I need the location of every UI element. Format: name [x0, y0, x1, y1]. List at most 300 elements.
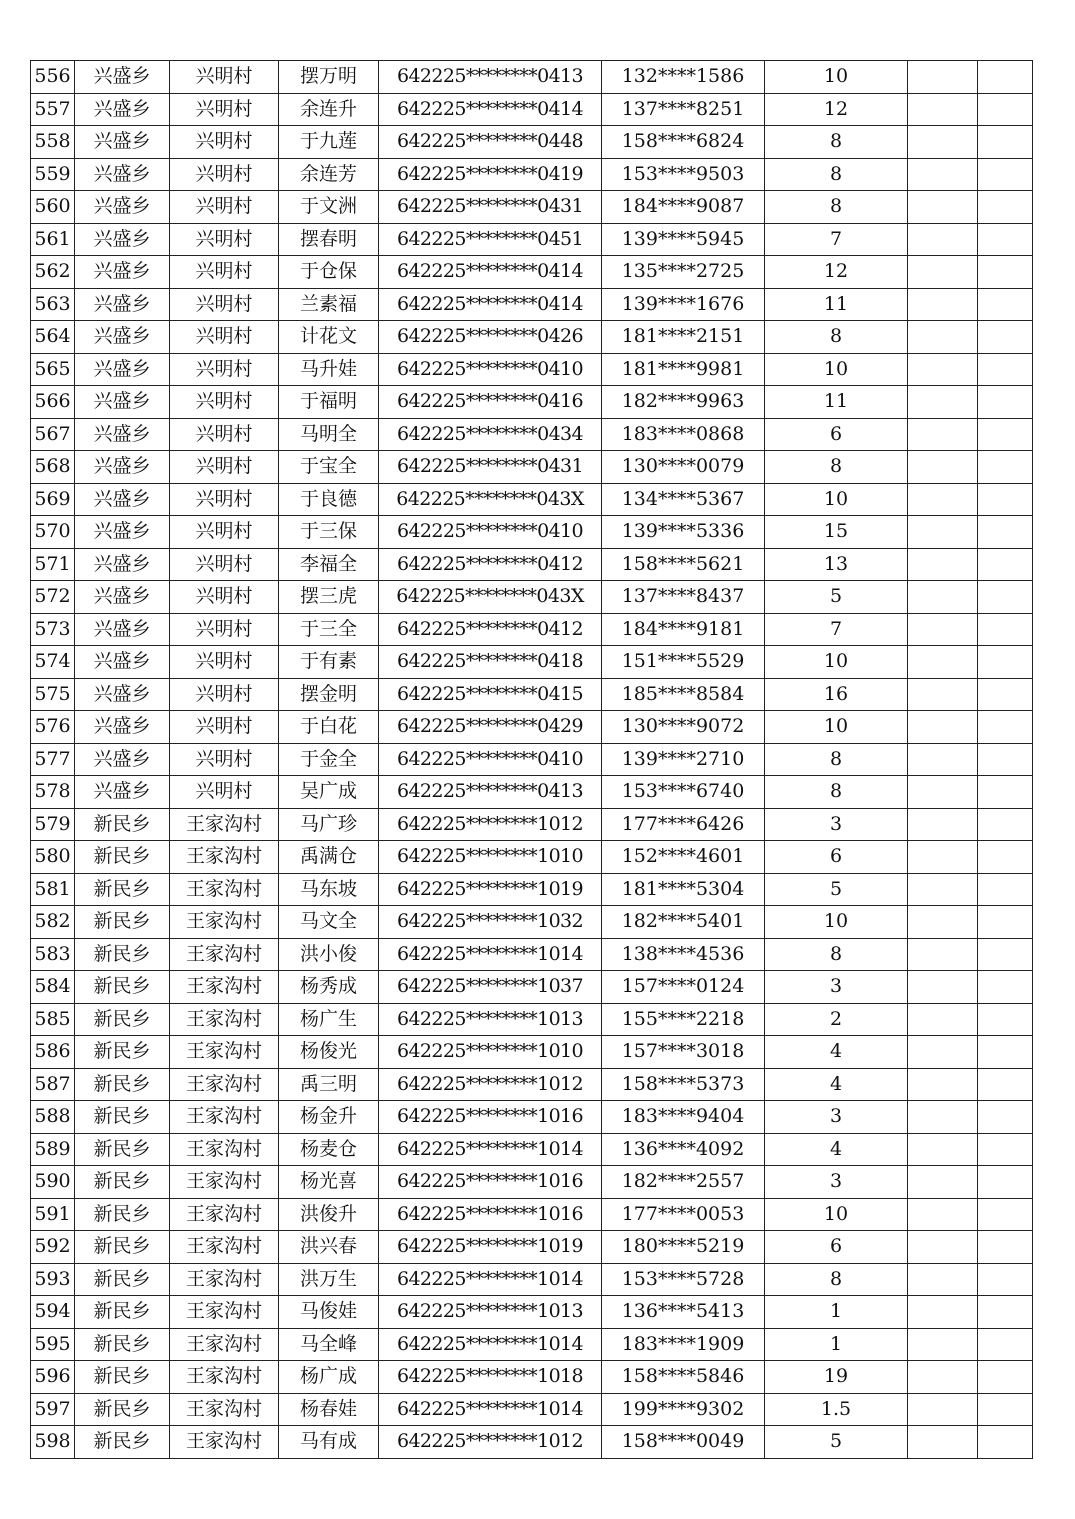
person-name-cell: 杨春娃 — [279, 1393, 379, 1426]
id-card-number-cell: 642225********1016 — [379, 1198, 602, 1231]
phone-number-cell: 139****5336 — [602, 516, 765, 549]
phone-number-cell: 177****0053 — [602, 1198, 765, 1231]
amount-cell: 12 — [765, 256, 908, 289]
person-name-cell: 摆万明 — [279, 61, 379, 94]
row-number-cell: 589 — [31, 1133, 75, 1166]
amount-cell: 1 — [765, 1296, 908, 1329]
id-card-number-cell: 642225********043X — [379, 483, 602, 516]
blank-col-2-cell — [978, 451, 1033, 484]
blank-col-2-cell — [978, 938, 1033, 971]
village-cell: 兴明村 — [170, 776, 279, 809]
blank-col-1-cell — [908, 93, 978, 126]
blank-col-1-cell — [908, 516, 978, 549]
table-row — [31, 971, 1033, 1004]
id-card-number-cell: 642225********1016 — [379, 1166, 602, 1199]
id-card-number-cell: 642225********0418 — [379, 646, 602, 679]
blank-col-1-cell — [908, 483, 978, 516]
amount-cell: 8 — [765, 126, 908, 159]
blank-col-2-cell — [978, 646, 1033, 679]
phone-number-cell: 137****8251 — [602, 93, 765, 126]
table-row — [31, 353, 1033, 386]
blank-col-1-cell — [908, 1263, 978, 1296]
row-number-cell: 588 — [31, 1101, 75, 1134]
table-row — [31, 938, 1033, 971]
blank-col-2-cell — [978, 1426, 1033, 1459]
blank-col-1-cell — [908, 1231, 978, 1264]
person-name-cell: 于良德 — [279, 483, 379, 516]
id-card-number-cell: 642225********1032 — [379, 906, 602, 939]
blank-col-1-cell — [908, 1328, 978, 1361]
table-row — [31, 126, 1033, 159]
amount-cell: 10 — [765, 646, 908, 679]
blank-col-2-cell — [978, 1036, 1033, 1069]
person-name-cell: 李福全 — [279, 548, 379, 581]
table-row — [31, 776, 1033, 809]
amount-cell: 3 — [765, 1101, 908, 1134]
blank-col-2-cell — [978, 711, 1033, 744]
person-name-cell: 于三保 — [279, 516, 379, 549]
row-number-cell: 593 — [31, 1263, 75, 1296]
village-cell: 王家沟村 — [170, 1296, 279, 1329]
phone-number-cell: 158****5373 — [602, 1068, 765, 1101]
village-cell: 王家沟村 — [170, 906, 279, 939]
blank-col-2-cell — [978, 776, 1033, 809]
amount-cell: 7 — [765, 223, 908, 256]
township-cell: 兴盛乡 — [75, 126, 170, 159]
phone-number-cell: 185****8584 — [602, 678, 765, 711]
id-card-number-cell: 642225********1014 — [379, 1328, 602, 1361]
table-row — [31, 386, 1033, 419]
amount-cell: 10 — [765, 353, 908, 386]
township-cell: 新民乡 — [75, 1101, 170, 1134]
amount-cell: 3 — [765, 1166, 908, 1199]
table-row — [31, 1068, 1033, 1101]
phone-number-cell: 134****5367 — [602, 483, 765, 516]
phone-number-cell: 158****5846 — [602, 1361, 765, 1394]
blank-col-1-cell — [908, 451, 978, 484]
amount-cell: 8 — [765, 1263, 908, 1296]
person-name-cell: 于金全 — [279, 743, 379, 776]
blank-col-2-cell — [978, 1328, 1033, 1361]
person-name-cell: 吴广成 — [279, 776, 379, 809]
blank-col-2-cell — [978, 841, 1033, 874]
blank-col-2-cell — [978, 906, 1033, 939]
id-card-number-cell: 642225********0426 — [379, 321, 602, 354]
blank-col-1-cell — [908, 418, 978, 451]
row-number-cell: 581 — [31, 873, 75, 906]
blank-col-1-cell — [908, 1393, 978, 1426]
row-number-cell: 565 — [31, 353, 75, 386]
row-number-cell: 580 — [31, 841, 75, 874]
blank-col-2-cell — [978, 1231, 1033, 1264]
table-row — [31, 906, 1033, 939]
village-cell: 王家沟村 — [170, 1036, 279, 1069]
blank-col-1-cell — [908, 158, 978, 191]
id-card-number-cell: 642225********0410 — [379, 516, 602, 549]
table-row — [31, 1361, 1033, 1394]
amount-cell: 10 — [765, 906, 908, 939]
blank-col-1-cell — [908, 223, 978, 256]
id-card-number-cell: 642225********0414 — [379, 256, 602, 289]
id-card-number-cell: 642225********1014 — [379, 1263, 602, 1296]
table-row — [31, 711, 1033, 744]
person-name-cell: 余连芳 — [279, 158, 379, 191]
person-name-cell: 摆三虎 — [279, 581, 379, 614]
township-cell: 兴盛乡 — [75, 451, 170, 484]
blank-col-1-cell — [908, 1166, 978, 1199]
amount-cell: 4 — [765, 1133, 908, 1166]
row-number-cell: 574 — [31, 646, 75, 679]
id-card-number-cell: 642225********1013 — [379, 1296, 602, 1329]
table-row — [31, 451, 1033, 484]
row-number-cell: 578 — [31, 776, 75, 809]
village-cell: 王家沟村 — [170, 1133, 279, 1166]
phone-number-cell: 151****5529 — [602, 646, 765, 679]
phone-number-cell: 181****5304 — [602, 873, 765, 906]
township-cell: 兴盛乡 — [75, 613, 170, 646]
id-card-number-cell: 642225********0431 — [379, 191, 602, 224]
blank-col-2-cell — [978, 158, 1033, 191]
person-name-cell: 马文全 — [279, 906, 379, 939]
blank-col-2-cell — [978, 808, 1033, 841]
id-card-number-cell: 642225********0414 — [379, 288, 602, 321]
township-cell: 新民乡 — [75, 971, 170, 1004]
village-cell: 兴明村 — [170, 516, 279, 549]
amount-cell: 3 — [765, 971, 908, 1004]
table-row — [31, 61, 1033, 94]
person-name-cell: 于文洲 — [279, 191, 379, 224]
village-cell: 王家沟村 — [170, 873, 279, 906]
id-card-number-cell: 642225********1018 — [379, 1361, 602, 1394]
id-card-number-cell: 642225********1010 — [379, 1036, 602, 1069]
phone-number-cell: 183****0868 — [602, 418, 765, 451]
phone-number-cell: 137****8437 — [602, 581, 765, 614]
blank-col-2-cell — [978, 93, 1033, 126]
village-cell: 王家沟村 — [170, 1263, 279, 1296]
amount-cell: 10 — [765, 711, 908, 744]
blank-col-1-cell — [908, 256, 978, 289]
table-body — [31, 61, 1033, 1459]
person-name-cell: 于三全 — [279, 613, 379, 646]
row-number-cell: 566 — [31, 386, 75, 419]
village-cell: 王家沟村 — [170, 1198, 279, 1231]
township-cell: 新民乡 — [75, 1426, 170, 1459]
row-number-cell: 560 — [31, 191, 75, 224]
id-card-number-cell: 642225********0448 — [379, 126, 602, 159]
phone-number-cell: 182****2557 — [602, 1166, 765, 1199]
township-cell: 新民乡 — [75, 1003, 170, 1036]
village-cell: 王家沟村 — [170, 841, 279, 874]
blank-col-2-cell — [978, 1296, 1033, 1329]
phone-number-cell: 153****9503 — [602, 158, 765, 191]
person-name-cell: 杨俊光 — [279, 1036, 379, 1069]
blank-col-2-cell — [978, 1393, 1033, 1426]
township-cell: 兴盛乡 — [75, 776, 170, 809]
amount-cell: 7 — [765, 613, 908, 646]
person-name-cell: 摆金明 — [279, 678, 379, 711]
amount-cell: 6 — [765, 418, 908, 451]
table-row — [31, 256, 1033, 289]
table-row — [31, 1231, 1033, 1264]
person-name-cell: 杨广生 — [279, 1003, 379, 1036]
village-cell: 兴明村 — [170, 386, 279, 419]
village-cell: 王家沟村 — [170, 971, 279, 1004]
blank-col-2-cell — [978, 1133, 1033, 1166]
row-number-cell: 571 — [31, 548, 75, 581]
phone-number-cell: 135****2725 — [602, 256, 765, 289]
id-card-number-cell: 642225********0414 — [379, 93, 602, 126]
township-cell: 兴盛乡 — [75, 678, 170, 711]
blank-col-1-cell — [908, 386, 978, 419]
row-number-cell: 591 — [31, 1198, 75, 1231]
blank-col-2-cell — [978, 126, 1033, 159]
phone-number-cell: 130****9072 — [602, 711, 765, 744]
blank-col-1-cell — [908, 678, 978, 711]
table-row — [31, 483, 1033, 516]
blank-col-2-cell — [978, 873, 1033, 906]
blank-col-1-cell — [908, 1296, 978, 1329]
table-row — [31, 1003, 1033, 1036]
phone-number-cell: 177****6426 — [602, 808, 765, 841]
village-cell: 兴明村 — [170, 483, 279, 516]
id-card-number-cell: 642225********1013 — [379, 1003, 602, 1036]
township-cell: 新民乡 — [75, 1166, 170, 1199]
township-cell: 新民乡 — [75, 1328, 170, 1361]
blank-col-2-cell — [978, 191, 1033, 224]
person-name-cell: 于宝全 — [279, 451, 379, 484]
amount-cell: 1.5 — [765, 1393, 908, 1426]
phone-number-cell: 139****2710 — [602, 743, 765, 776]
row-number-cell: 568 — [31, 451, 75, 484]
person-name-cell: 洪小俊 — [279, 938, 379, 971]
village-cell: 兴明村 — [170, 126, 279, 159]
township-cell: 兴盛乡 — [75, 418, 170, 451]
blank-col-1-cell — [908, 1101, 978, 1134]
township-cell: 兴盛乡 — [75, 93, 170, 126]
table-row — [31, 1296, 1033, 1329]
township-cell: 兴盛乡 — [75, 743, 170, 776]
village-cell: 兴明村 — [170, 93, 279, 126]
blank-col-1-cell — [908, 1068, 978, 1101]
village-cell: 王家沟村 — [170, 808, 279, 841]
amount-cell: 5 — [765, 873, 908, 906]
village-cell: 兴明村 — [170, 191, 279, 224]
township-cell: 新民乡 — [75, 873, 170, 906]
row-number-cell: 559 — [31, 158, 75, 191]
row-number-cell: 577 — [31, 743, 75, 776]
table-row — [31, 1198, 1033, 1231]
blank-col-1-cell — [908, 321, 978, 354]
person-name-cell: 于白花 — [279, 711, 379, 744]
row-number-cell: 563 — [31, 288, 75, 321]
id-card-number-cell: 642225********1014 — [379, 1393, 602, 1426]
person-name-cell: 马有成 — [279, 1426, 379, 1459]
table-row — [31, 1166, 1033, 1199]
blank-col-1-cell — [908, 1426, 978, 1459]
id-card-number-cell: 642225********0412 — [379, 613, 602, 646]
table-row — [31, 646, 1033, 679]
person-name-cell: 马广珍 — [279, 808, 379, 841]
township-cell: 兴盛乡 — [75, 61, 170, 94]
blank-col-2-cell — [978, 971, 1033, 1004]
blank-col-2-cell — [978, 1263, 1033, 1296]
township-cell: 新民乡 — [75, 1133, 170, 1166]
phone-number-cell: 184****9087 — [602, 191, 765, 224]
blank-col-1-cell — [908, 1036, 978, 1069]
phone-number-cell: 139****1676 — [602, 288, 765, 321]
amount-cell: 10 — [765, 61, 908, 94]
row-number-cell: 594 — [31, 1296, 75, 1329]
blank-col-1-cell — [908, 841, 978, 874]
amount-cell: 8 — [765, 158, 908, 191]
id-card-number-cell: 642225********1012 — [379, 1068, 602, 1101]
village-cell: 王家沟村 — [170, 1101, 279, 1134]
amount-cell: 4 — [765, 1068, 908, 1101]
person-name-cell: 于仓保 — [279, 256, 379, 289]
table-row — [31, 288, 1033, 321]
row-number-cell: 567 — [31, 418, 75, 451]
township-cell: 兴盛乡 — [75, 223, 170, 256]
row-number-cell: 597 — [31, 1393, 75, 1426]
id-card-number-cell: 642225********0429 — [379, 711, 602, 744]
blank-col-2-cell — [978, 223, 1033, 256]
person-name-cell: 于九莲 — [279, 126, 379, 159]
id-card-number-cell: 642225********0412 — [379, 548, 602, 581]
amount-cell: 8 — [765, 743, 908, 776]
blank-col-1-cell — [908, 776, 978, 809]
amount-cell: 8 — [765, 191, 908, 224]
village-cell: 兴明村 — [170, 321, 279, 354]
village-cell: 王家沟村 — [170, 1393, 279, 1426]
id-card-number-cell: 642225********0410 — [379, 353, 602, 386]
phone-number-cell: 158****5621 — [602, 548, 765, 581]
village-cell: 兴明村 — [170, 158, 279, 191]
blank-col-2-cell — [978, 353, 1033, 386]
blank-col-1-cell — [908, 548, 978, 581]
amount-cell: 6 — [765, 1231, 908, 1264]
phone-number-cell: 181****9981 — [602, 353, 765, 386]
table-row — [31, 743, 1033, 776]
id-card-number-cell: 642225********1016 — [379, 1101, 602, 1134]
blank-col-1-cell — [908, 353, 978, 386]
blank-col-2-cell — [978, 418, 1033, 451]
id-card-number-cell: 642225********1019 — [379, 1231, 602, 1264]
phone-number-cell: 152****4601 — [602, 841, 765, 874]
township-cell: 新民乡 — [75, 1296, 170, 1329]
township-cell: 兴盛乡 — [75, 516, 170, 549]
amount-cell: 12 — [765, 93, 908, 126]
table-row — [31, 1133, 1033, 1166]
township-cell: 新民乡 — [75, 1231, 170, 1264]
village-cell: 王家沟村 — [170, 1328, 279, 1361]
blank-col-2-cell — [978, 386, 1033, 419]
person-name-cell: 余连升 — [279, 93, 379, 126]
blank-col-2-cell — [978, 516, 1033, 549]
amount-cell: 8 — [765, 451, 908, 484]
phone-number-cell: 184****9181 — [602, 613, 765, 646]
phone-number-cell: 130****0079 — [602, 451, 765, 484]
village-cell: 兴明村 — [170, 418, 279, 451]
phone-number-cell: 158****6824 — [602, 126, 765, 159]
row-number-cell: 592 — [31, 1231, 75, 1264]
table-row — [31, 808, 1033, 841]
blank-col-2-cell — [978, 678, 1033, 711]
township-cell: 新民乡 — [75, 1393, 170, 1426]
id-card-number-cell: 642225********1012 — [379, 1426, 602, 1459]
id-card-number-cell: 642225********0434 — [379, 418, 602, 451]
amount-cell: 1 — [765, 1328, 908, 1361]
row-number-cell: 595 — [31, 1328, 75, 1361]
blank-col-1-cell — [908, 906, 978, 939]
table-row — [31, 223, 1033, 256]
person-name-cell: 马明全 — [279, 418, 379, 451]
blank-col-1-cell — [908, 61, 978, 94]
amount-cell: 4 — [765, 1036, 908, 1069]
table-row — [31, 1101, 1033, 1134]
person-name-cell: 杨广成 — [279, 1361, 379, 1394]
phone-number-cell: 139****5945 — [602, 223, 765, 256]
id-card-number-cell: 642225********1012 — [379, 808, 602, 841]
person-name-cell: 禹满仓 — [279, 841, 379, 874]
row-number-cell: 575 — [31, 678, 75, 711]
table-row — [31, 841, 1033, 874]
township-cell: 新民乡 — [75, 1361, 170, 1394]
id-card-number-cell: 642225********1019 — [379, 873, 602, 906]
table-row — [31, 1036, 1033, 1069]
person-name-cell: 于福明 — [279, 386, 379, 419]
blank-col-1-cell — [908, 743, 978, 776]
township-cell: 新民乡 — [75, 1198, 170, 1231]
amount-cell: 5 — [765, 581, 908, 614]
blank-col-1-cell — [908, 1361, 978, 1394]
blank-col-2-cell — [978, 581, 1033, 614]
person-name-cell: 洪万生 — [279, 1263, 379, 1296]
id-card-number-cell: 642225********0431 — [379, 451, 602, 484]
row-number-cell: 570 — [31, 516, 75, 549]
person-name-cell: 马全峰 — [279, 1328, 379, 1361]
row-number-cell: 586 — [31, 1036, 75, 1069]
id-card-number-cell: 642225********0410 — [379, 743, 602, 776]
row-number-cell: 583 — [31, 938, 75, 971]
phone-number-cell: 153****6740 — [602, 776, 765, 809]
row-number-cell: 579 — [31, 808, 75, 841]
township-cell: 兴盛乡 — [75, 581, 170, 614]
village-cell: 兴明村 — [170, 353, 279, 386]
row-number-cell: 590 — [31, 1166, 75, 1199]
village-cell: 兴明村 — [170, 711, 279, 744]
phone-number-cell: 157****3018 — [602, 1036, 765, 1069]
id-card-number-cell: 642225********0451 — [379, 223, 602, 256]
data-table — [30, 60, 1033, 1459]
person-name-cell: 杨麦仓 — [279, 1133, 379, 1166]
blank-col-1-cell — [908, 288, 978, 321]
row-number-cell: 582 — [31, 906, 75, 939]
township-cell: 新民乡 — [75, 1036, 170, 1069]
blank-col-1-cell — [908, 581, 978, 614]
table-row — [31, 158, 1033, 191]
village-cell: 王家沟村 — [170, 1231, 279, 1264]
amount-cell: 2 — [765, 1003, 908, 1036]
amount-cell: 10 — [765, 483, 908, 516]
id-card-number-cell: 642225********0416 — [379, 386, 602, 419]
township-cell: 新民乡 — [75, 1068, 170, 1101]
village-cell: 兴明村 — [170, 743, 279, 776]
phone-number-cell: 182****5401 — [602, 906, 765, 939]
blank-col-1-cell — [908, 1003, 978, 1036]
row-number-cell: 557 — [31, 93, 75, 126]
row-number-cell: 584 — [31, 971, 75, 1004]
amount-cell: 11 — [765, 386, 908, 419]
